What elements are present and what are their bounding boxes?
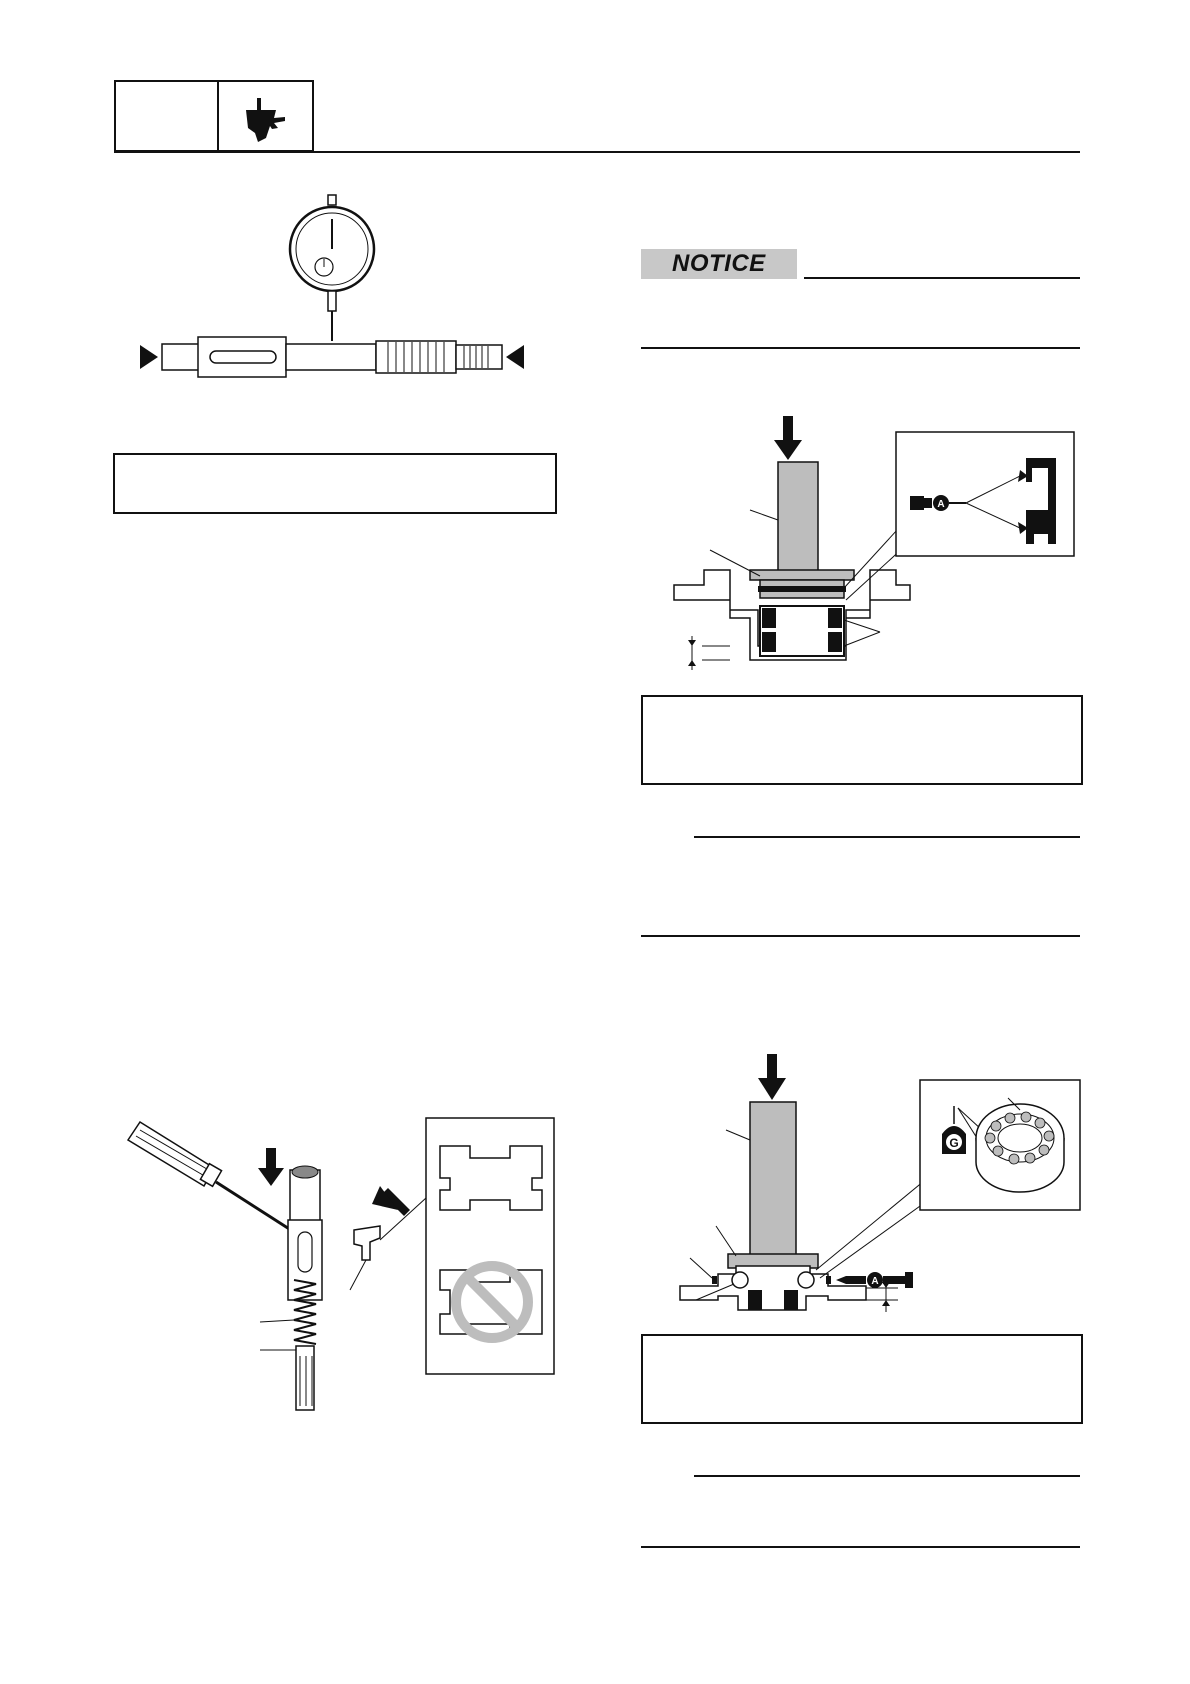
dial-gauge-figure (138, 195, 534, 380)
header-rule (114, 151, 1080, 153)
notice-rule-top (804, 277, 1080, 279)
note-rule-bottom-1 (641, 935, 1080, 937)
grease-callout-a: A (937, 499, 945, 510)
seal-press-figure (670, 410, 1080, 670)
dial-gauge-icon (290, 195, 374, 341)
notice-label: NOTICE (672, 250, 766, 277)
spec-box-right-2 (641, 1334, 1083, 1424)
press-arrow-icon (774, 416, 802, 460)
grease-callout-a-2: A (871, 1276, 879, 1287)
note-rule-bottom-2 (641, 1546, 1080, 1548)
shaft-spring-figure (118, 1110, 558, 1410)
grease-callout-g: G (949, 1136, 959, 1150)
header-divider (217, 82, 219, 150)
notice-badge (641, 249, 797, 279)
note-rule-top-2 (694, 1475, 1080, 1477)
spec-box-right-1 (641, 695, 1083, 785)
spec-box-left (113, 453, 557, 514)
ball-bearing-icon (976, 1104, 1064, 1192)
shaft-icon (162, 337, 502, 377)
bearing-press-figure (676, 1050, 1086, 1310)
hand-tool-icon (244, 98, 286, 144)
header-box (114, 80, 314, 152)
note-rule-top-1 (694, 836, 1080, 838)
notice-rule-bottom (641, 347, 1080, 349)
press-arrow-icon (758, 1054, 786, 1100)
press-arrow-icon (258, 1148, 284, 1186)
